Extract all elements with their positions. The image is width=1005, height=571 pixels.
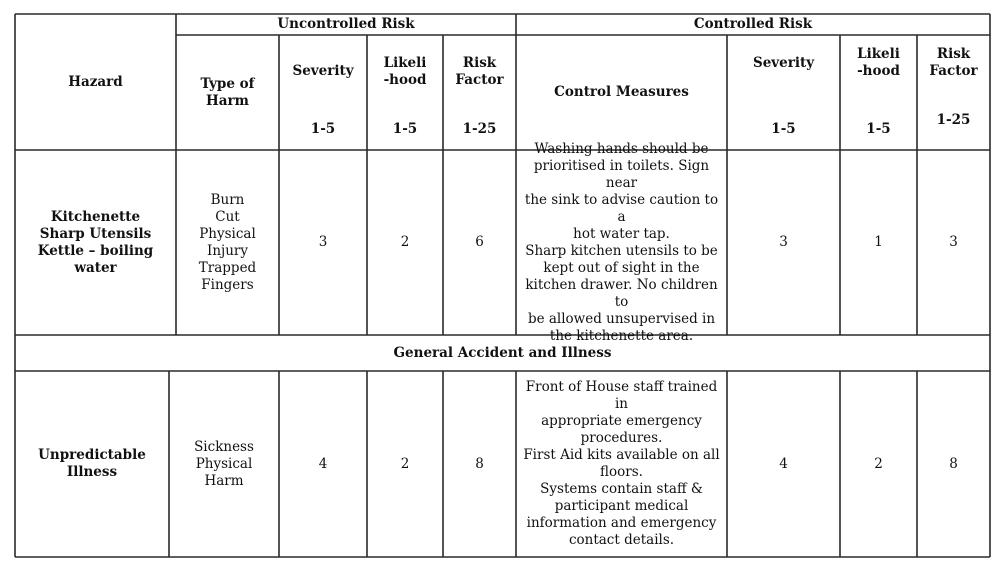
header-uncontrolled-likelihood-range: 1-5 [392, 121, 418, 137]
header-uncontrolled-risk-factor-range: 1-25 [462, 121, 497, 137]
header-uncontrolled-likelihood: Likeli -hood [383, 55, 427, 88]
row-1-uncontrolled-likelihood: 2 [400, 234, 410, 250]
row-1-uncontrolled-severity: 3 [318, 234, 328, 250]
row-2-type-of-harm: Sickness Physical Harm [194, 438, 254, 489]
row-2-controlled-severity: 4 [779, 455, 788, 472]
row-2-uncontrolled-risk-factor: 8 [475, 455, 484, 472]
header-controlled-severity: Severity [752, 55, 815, 71]
header-controlled-likelihood: Likeli -hood [857, 46, 900, 79]
header-uncontrolled-risk: Uncontrolled Risk [277, 16, 415, 32]
row-1-controlled-likelihood: 1 [874, 234, 883, 250]
row-1-control-measures: Washing hands should be prioritised in toilets. Sign near the sink to advise caution to a hot water tap. Sharp kitchen utensils to be kept out of sight in the kitchen drawer. No children to be allowed unsupervised in the kitchenette area. [524, 140, 719, 344]
header-hazard: Hazard [68, 73, 123, 90]
header-uncontrolled-risk-factor: Risk Factor [455, 55, 504, 88]
header-controlled-severity-range: 1-5 [771, 121, 796, 137]
row-2-uncontrolled-severity: 4 [318, 455, 328, 472]
header-controlled-risk-factor: Risk Factor [929, 46, 978, 79]
row-2-control-measures: Front of House staff trained in appropriate emergency procedures. First Aid kits available on all floors. Systems contain staff & participant medical information and emergency contact details. [523, 379, 720, 548]
row-1-controlled-risk-factor: 3 [949, 234, 958, 250]
row-2-controlled-risk-factor: 8 [949, 455, 958, 472]
row-1-type-of-harm: Burn Cut Physical Injury Trapped Fingers [198, 191, 257, 293]
header-uncontrolled-severity-range: 1-5 [310, 121, 336, 137]
header-uncontrolled-severity: Severity [292, 63, 354, 79]
header-controlled-likelihood-range: 1-5 [866, 121, 891, 137]
header-control-measures: Control Measures [554, 84, 689, 100]
row-1-hazard: Kitchenette Sharp Utensils Kettle – boiling water [37, 208, 154, 276]
header-controlled-risk: Controlled Risk [693, 16, 813, 32]
header-controlled-risk-factor-range: 1-25 [936, 112, 971, 128]
row-1-controlled-severity: 3 [779, 234, 788, 250]
row-2-hazard: Unpredictable Illness [38, 447, 146, 480]
row-1-uncontrolled-risk-factor: 6 [475, 234, 484, 250]
header-type-of-harm: Type of Harm [200, 75, 255, 109]
row-2-controlled-likelihood: 2 [874, 455, 883, 472]
row-2-uncontrolled-likelihood: 2 [400, 455, 410, 472]
section-title: General Accident and Illness [393, 344, 612, 361]
